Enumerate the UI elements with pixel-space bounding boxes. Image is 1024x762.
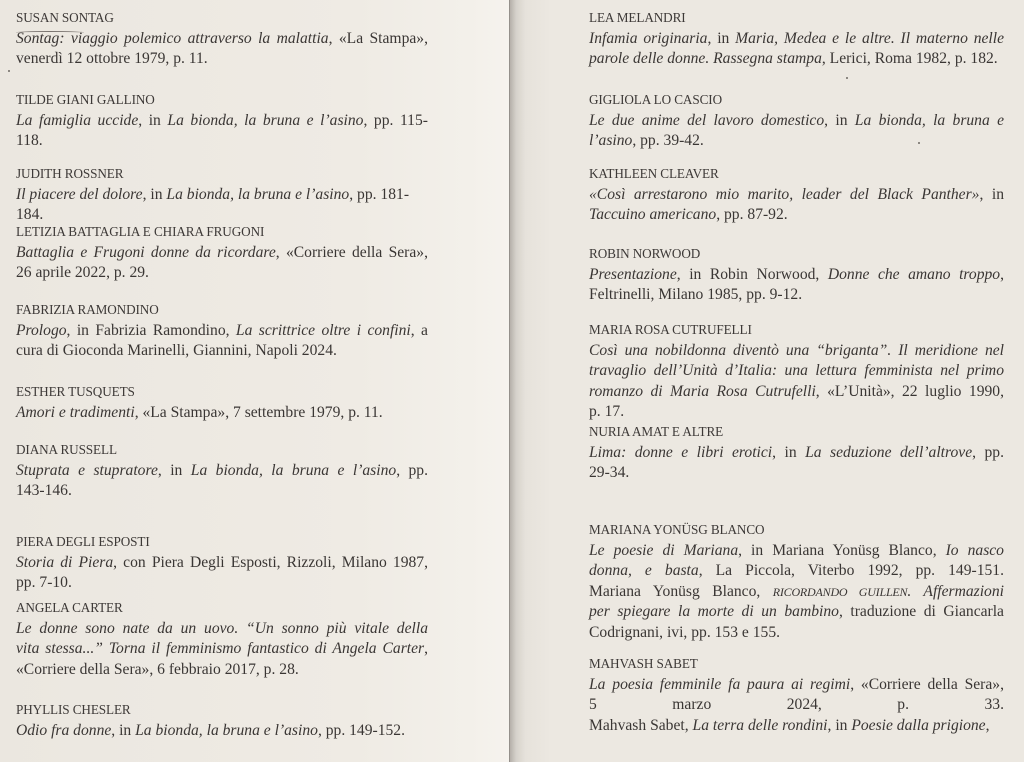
citation-line	[589, 185, 1004, 206]
entry-citation	[589, 185, 1004, 226]
italic-title-text: Sontag: viaggio polemico attraverso la malattia	[16, 29, 329, 47]
left-page	[0, 0, 510, 762]
citation-text: 29-34.	[589, 464, 630, 481]
citation-line	[589, 463, 1004, 484]
paper-speck	[918, 142, 920, 144]
italic-title-text: Poesie dalla prigione	[851, 716, 986, 734]
citation-line	[589, 285, 1004, 306]
entry-author: TILDE GIANI GALLINO	[16, 92, 155, 107]
citation-line	[589, 382, 1004, 403]
bibliography-entry	[589, 320, 1004, 423]
citation-line	[16, 619, 428, 640]
citation-line	[16, 639, 428, 660]
entry-citation	[589, 341, 1004, 423]
citation-line	[16, 481, 428, 502]
italic-title-text: Amori e tradimenti	[16, 403, 135, 421]
italic-title-text: travaglio dell’Unità d’Italia: una lettura femminista nel primo	[589, 362, 1004, 379]
entry-citation	[16, 29, 428, 70]
italic-title-text: Le poesie di Mariana	[589, 541, 739, 559]
citation-text: , pp. 149-152.	[317, 721, 405, 739]
citation-line	[16, 131, 428, 152]
citation-line	[589, 675, 1004, 696]
citation-text: , traduzione di Giancarla	[838, 603, 1004, 620]
citation-text: , «Corriere della Sera»,	[850, 675, 1004, 693]
citation-line	[16, 660, 428, 681]
entry-citation	[16, 403, 428, 424]
entry-author: SUSAN SONTAG	[16, 10, 114, 25]
citation-text: , La Piccola, Viterbo 1992, pp. 149-151.	[698, 562, 1004, 579]
citation-line	[589, 111, 1004, 132]
citation-text: 5 marzo 2024, p. 33.	[589, 696, 1004, 713]
pencil-underline-mark	[16, 31, 84, 34]
italic-title-text: Stuprata e stupratore	[16, 461, 158, 479]
italic-title-text: Così una nobildonna diventò una “briganta”. Il meridione nel	[589, 341, 1004, 359]
citation-line	[589, 602, 1004, 623]
italic-title-text: La seduzione dell’altrove	[805, 443, 973, 461]
citation-text: ,	[424, 640, 428, 657]
citation-text: Feltrinelli, Milano 1985, pp. 9-12.	[589, 286, 803, 303]
citation-line	[16, 263, 428, 284]
citation-line	[16, 185, 428, 226]
italic-title-text: La terra delle rondini	[692, 716, 828, 734]
bibliography-entry	[16, 598, 428, 680]
italic-title-text: romanzo di Maria Rosa Cutrufelli	[589, 382, 816, 400]
bibliography-entry	[16, 164, 428, 226]
italic-title-text: Io nasco	[945, 541, 1004, 559]
entry-citation	[16, 111, 428, 152]
entry-author: NURIA AMAT E ALTRE	[589, 424, 724, 439]
bibliography-entry	[16, 700, 428, 741]
entry-citation	[589, 111, 1004, 152]
entry-author: MARIA ROSA CUTRUFELLI	[589, 322, 752, 337]
citation-line	[16, 461, 428, 482]
entry-author: LETIZIA BATTAGLIA E CHIARA FRUGONI	[16, 224, 265, 239]
entry-citation	[589, 443, 1004, 484]
entry-author: PIERA DEGLI ESPOSTI	[16, 534, 150, 549]
entry-citation	[589, 675, 1004, 737]
bibliography-entry	[16, 382, 428, 423]
entry-citation	[16, 553, 428, 594]
citation-text: , pp.	[972, 443, 1004, 461]
entry-author: MAHVASH SABET	[589, 656, 698, 671]
bibliography-entry	[16, 8, 428, 70]
bibliography-entry	[589, 164, 1004, 226]
italic-title-text: Prologo	[16, 321, 67, 339]
bibliography-entry	[589, 90, 1004, 152]
entry-author: DIANA RUSSELL	[16, 442, 117, 457]
italic-title-text: La bionda, la bruna e l’asino	[167, 111, 364, 129]
citation-line	[589, 361, 1004, 382]
entry-author: LEA MELANDRI	[589, 10, 686, 25]
citation-text: , in	[827, 716, 852, 734]
citation-line	[589, 582, 1004, 603]
citation-text: , pp. 181-184.	[16, 185, 410, 223]
italic-title-text: l’asino	[589, 132, 633, 149]
citation-text: cura di Gioconda Marinelli, Giannini, Napoli 2024.	[16, 342, 337, 359]
citation-line	[589, 341, 1004, 362]
bibliography-entry	[16, 90, 428, 152]
entry-author: PHYLLIS CHESLER	[16, 702, 131, 717]
citation-line	[589, 205, 1004, 226]
entry-citation	[589, 29, 1004, 70]
italic-title-text: Presentazione	[589, 265, 677, 283]
entry-author: JUDITH ROSSNER	[16, 166, 124, 181]
citation-text: Mariana Yonüsg Blanco,	[589, 582, 773, 600]
italic-title-text: per spiegare la morte di un bambino	[589, 603, 839, 620]
citation-line	[16, 111, 428, 132]
italic-title-text: Donne che amano troppo	[827, 265, 1001, 283]
italic-title-text: Lima: donne e libri erotici	[589, 443, 773, 461]
citation-line	[589, 623, 1004, 644]
citation-text: , in	[157, 461, 191, 479]
citation-line	[16, 321, 428, 342]
citation-line	[589, 29, 1004, 50]
citation-text: , a	[410, 321, 428, 339]
citation-text: Codrignani, ivi, pp. 153 e 155.	[589, 623, 781, 641]
citation-text: , in Fabrizia Ramondino,	[66, 321, 236, 339]
citation-text: , in	[142, 185, 167, 203]
italic-title-text: donna, e basta	[589, 562, 699, 579]
citation-line	[589, 695, 1004, 716]
entry-author: GIGLIOLA LO CASCIO	[589, 92, 722, 107]
citation-text: , pp. 39-42.	[632, 132, 704, 149]
citation-line	[16, 573, 428, 594]
entry-author: MARIANA YONÜSG BLANCO	[589, 522, 765, 537]
entry-author: ANGELA CARTER	[16, 600, 123, 615]
citation-line	[589, 716, 1004, 737]
citation-text: , in	[772, 443, 806, 461]
citation-line	[16, 243, 428, 264]
italic-title-text: «Così arrestarono mio marito, leader del Black Panther»	[589, 185, 980, 203]
entry-citation	[16, 619, 428, 681]
paper-speck	[846, 77, 848, 79]
citation-text: , in	[707, 29, 736, 47]
citation-text: , in Mariana Yonüsg Blanco,	[738, 541, 946, 559]
right-page	[510, 0, 1024, 762]
italic-title-text: Il piacere del dolore	[16, 185, 143, 203]
italic-title-text: La bionda, la bruna e l’asino	[166, 185, 350, 203]
citation-text: venerdì 12 ottobre 1979, p. 11.	[16, 50, 208, 67]
paper-speck	[8, 70, 10, 72]
citation-line	[589, 131, 1004, 152]
citation-text: ,	[1000, 265, 1004, 283]
citation-text: , pp. 87-92.	[716, 206, 788, 223]
entry-author: FABRIZIA RAMONDINO	[16, 302, 159, 317]
citation-line	[589, 49, 1004, 70]
italic-title-text: La famiglia uccide	[16, 111, 139, 129]
citation-text: p. 17.	[589, 403, 625, 420]
italic-title-text: Taccuino americano	[589, 206, 717, 223]
citation-line	[589, 443, 1004, 464]
italic-title-text: La bionda, la bruna e	[854, 111, 1005, 129]
citation-text: , in	[979, 185, 1004, 203]
entry-citation	[589, 541, 1004, 644]
italic-title-text: La scrittrice oltre i confini	[235, 321, 411, 339]
citation-text: , con Piera Degli Esposti, Rizzoli, Milano 1987,	[113, 553, 428, 571]
bibliography-entry	[589, 244, 1004, 306]
bibliography-entry	[589, 422, 1004, 484]
bibliography-entry	[589, 520, 1004, 643]
entry-citation	[16, 461, 428, 502]
entry-author: KATHLEEN CLEAVER	[589, 166, 719, 181]
italic-title-text: Storia di Piera	[16, 553, 114, 571]
citation-text: ,	[985, 716, 990, 734]
citation-line	[16, 49, 428, 70]
citation-text: , Lerici, Roma 1982, p. 182.	[821, 50, 998, 67]
entry-citation	[16, 185, 428, 226]
citation-line	[589, 402, 1004, 423]
bibliography-entry	[589, 654, 1004, 736]
italic-title-text: La poesia femminile fa paura ai regimi	[589, 675, 851, 693]
italic-title-text: La bionda, la bruna e l’asino	[190, 461, 397, 479]
citation-text: 118.	[16, 132, 43, 149]
entry-citation	[589, 265, 1004, 306]
citation-text: 143-146.	[16, 482, 72, 499]
citation-text: , in	[111, 721, 136, 739]
citation-line	[589, 541, 1004, 562]
citation-line	[589, 265, 1004, 286]
entry-citation	[16, 243, 428, 284]
entry-citation	[16, 721, 428, 742]
citation-text: Mahvash Sabet,	[589, 716, 693, 734]
citation-line	[589, 561, 1004, 582]
italic-title-text: . Affermazioni	[907, 582, 1004, 600]
citation-text: , in	[824, 111, 855, 129]
bibliography-entry	[16, 300, 428, 362]
citation-text: , pp.	[396, 461, 428, 479]
entry-author: ESTHER TUSQUETS	[16, 384, 135, 399]
bibliography-entry	[589, 8, 1004, 70]
bibliography-entry	[16, 532, 428, 594]
citation-text: , «L’Unità», 22 luglio 1990,	[815, 382, 1004, 400]
italic-title-text: Le donne sono nate da un uovo. “Un sonno più vitale della	[16, 619, 428, 637]
entry-author: ROBIN NORWOOD	[589, 246, 701, 261]
bibliography-entry	[16, 222, 428, 284]
italic-title-text: Infamia originaria	[589, 29, 708, 47]
citation-text: pp. 7-10.	[16, 574, 72, 591]
italic-title-text: Battaglia e Frugoni donne da ricordare	[16, 243, 276, 261]
italic-title-text: vita stessa...” Torna il femminismo fantastico di Angela Carter	[16, 640, 425, 657]
citation-line	[16, 341, 428, 362]
citation-text: , «Corriere della Sera»,	[275, 243, 428, 261]
citation-text: , in	[138, 111, 168, 129]
entry-citation	[16, 321, 428, 362]
citation-text: , «La Stampa»,	[328, 29, 428, 47]
citation-line	[16, 403, 428, 424]
italic-title-text: Le due anime del lavoro domestico	[589, 111, 825, 129]
italic-title-text: Maria, Medea e le altre. Il materno nelle	[735, 29, 1005, 47]
italic-title-text: Odio fra donne	[16, 721, 112, 739]
citation-text: 26 aprile 2022, p. 29.	[16, 264, 149, 281]
citation-text: , «La Stampa», 7 settembre 1979, p. 11.	[134, 403, 383, 421]
citation-line	[16, 721, 428, 742]
italic-title-text: RICORDANDO GUILLEN	[772, 584, 908, 599]
citation-line	[16, 553, 428, 574]
italic-title-text: parole delle donne. Rassegna stampa	[589, 50, 822, 67]
citation-text: «Corriere della Sera», 6 febbraio 2017, p. 28.	[16, 660, 299, 678]
italic-title-text: La bionda, la bruna e l’asino	[135, 721, 318, 739]
citation-text: , in Robin Norwood,	[676, 265, 828, 283]
bibliography-entry	[16, 440, 428, 502]
citation-text: , pp. 115-	[363, 111, 428, 129]
